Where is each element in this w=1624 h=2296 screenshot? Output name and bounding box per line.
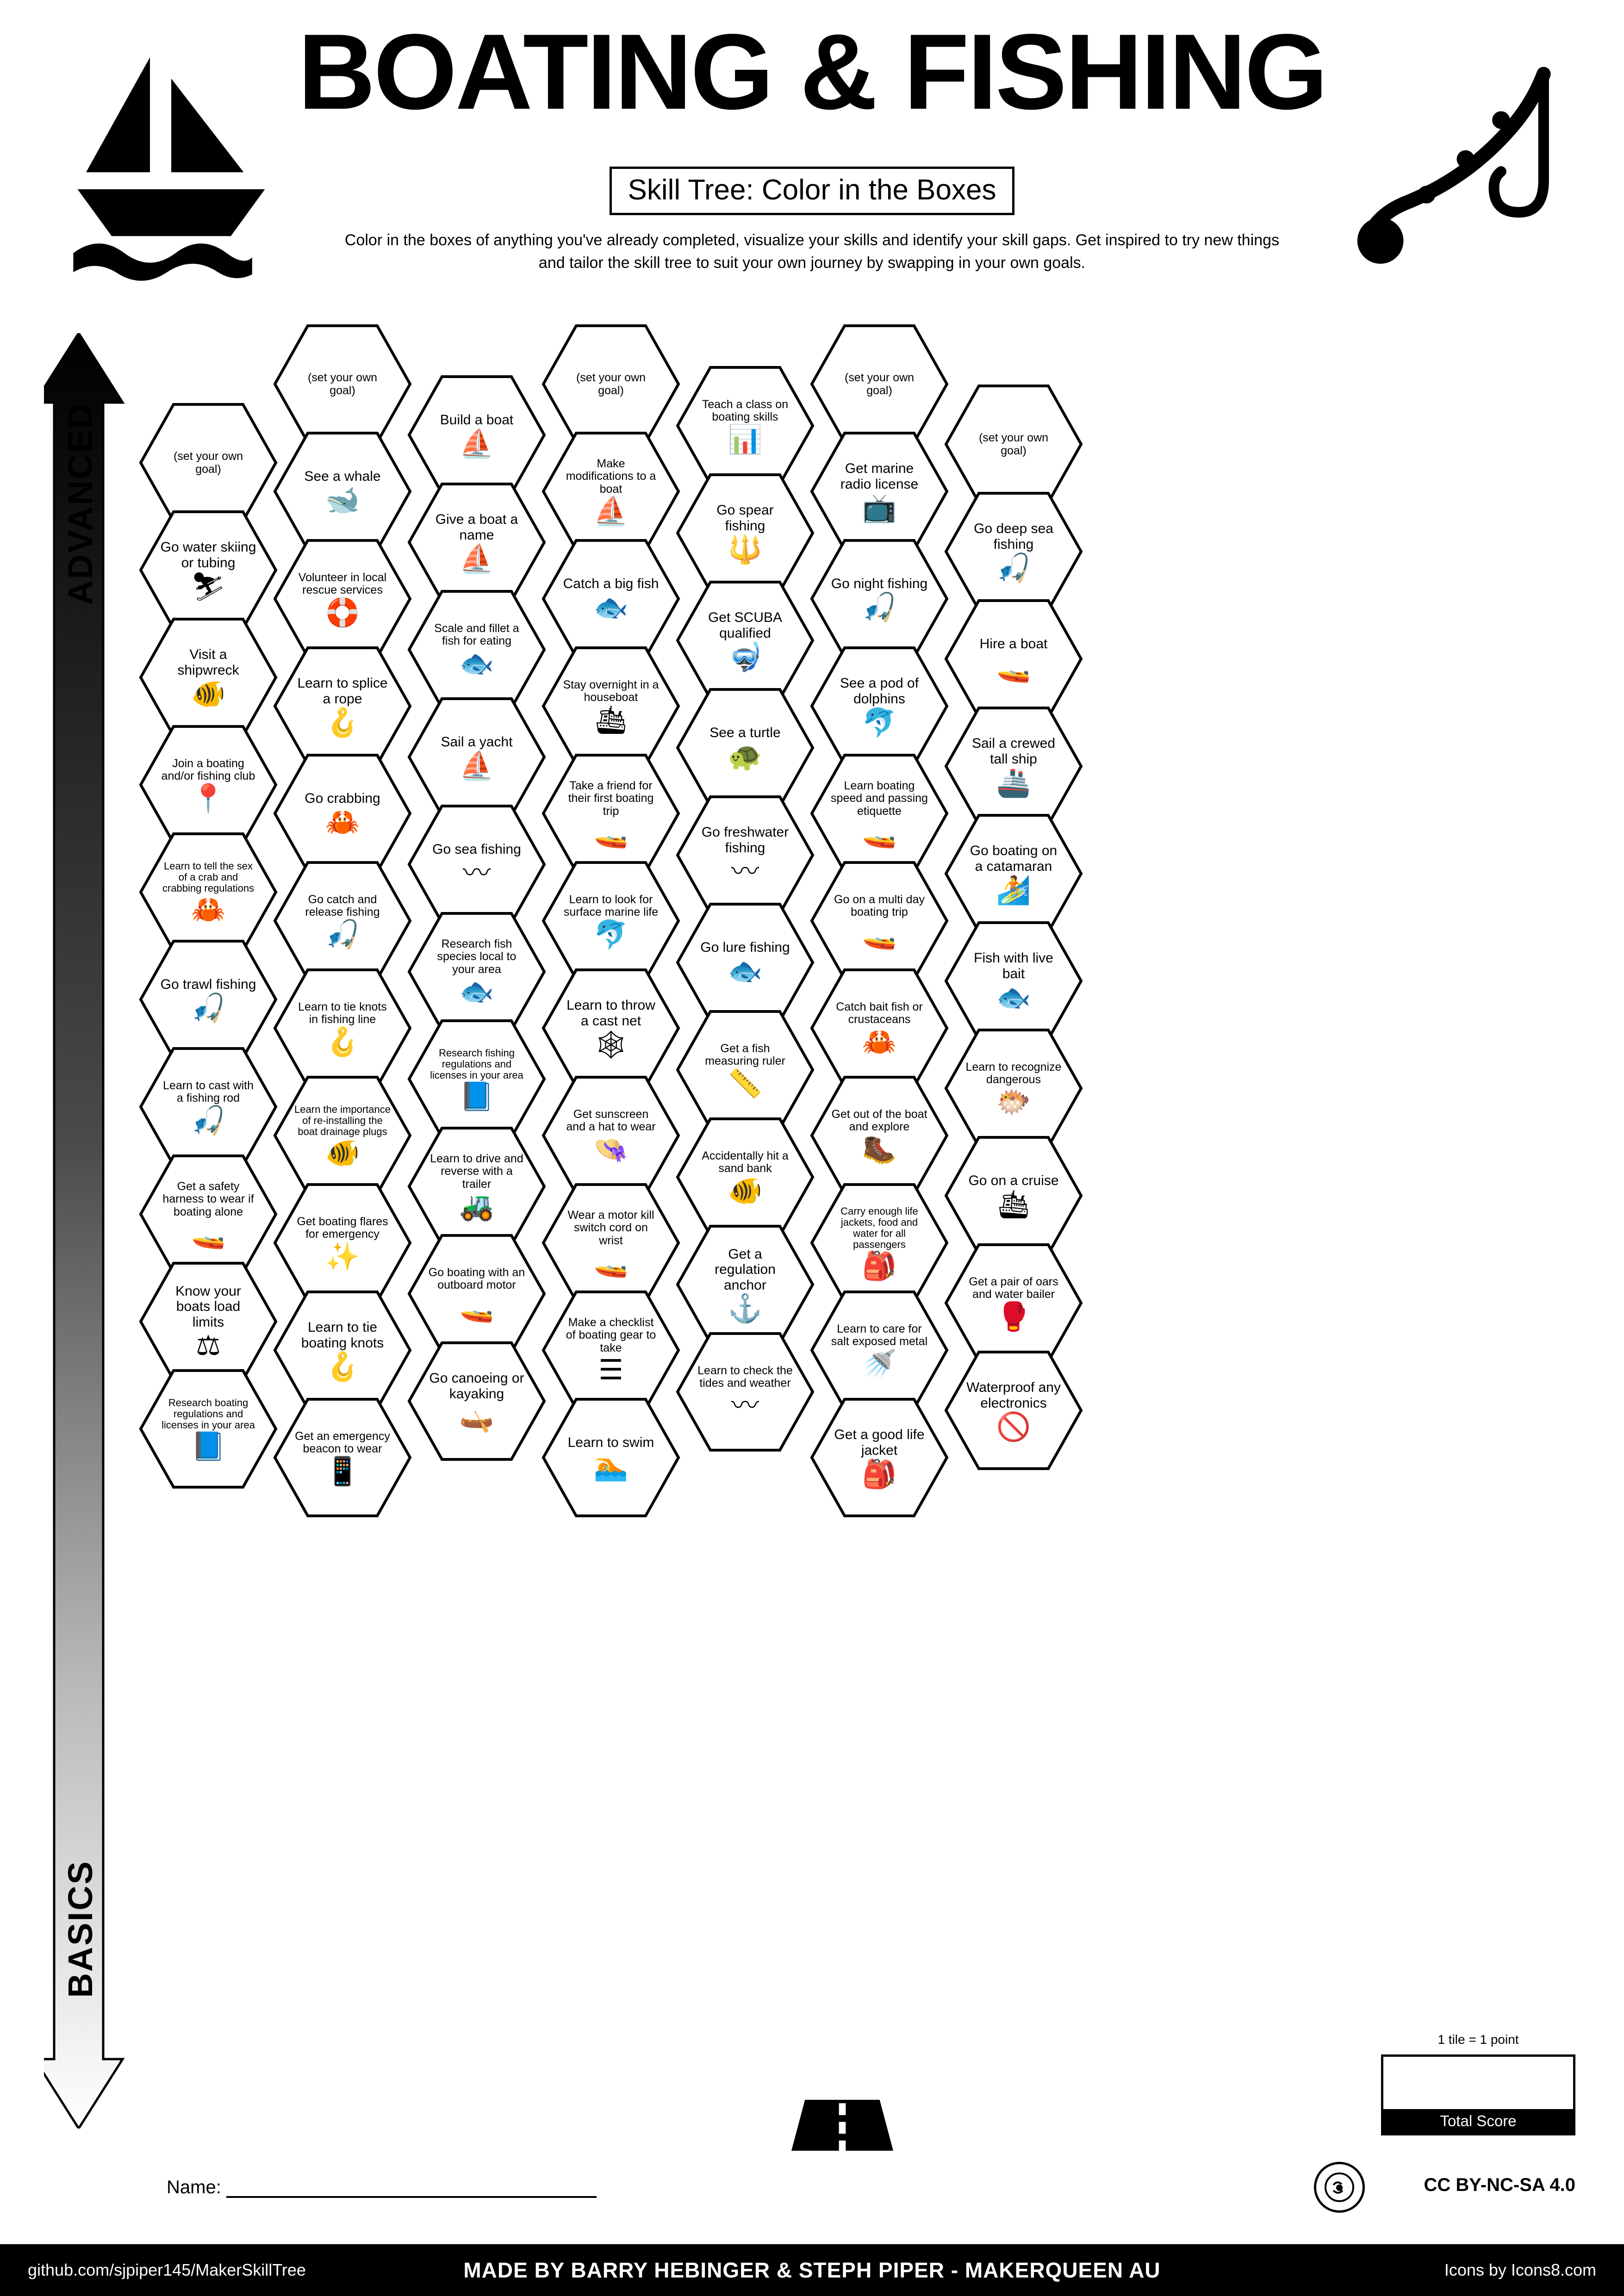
skill-tile-label: Go on a cruise	[968, 1173, 1059, 1189]
skill-tile-label: Get SCUBA qualified	[708, 610, 783, 641]
skill-tile-icon: 🚿	[862, 1348, 897, 1379]
skill-tile[interactable]	[407, 1019, 546, 1139]
skill-tile-icon: 🐡	[996, 1086, 1031, 1117]
skill-tile[interactable]	[273, 1075, 412, 1196]
skill-tile[interactable]	[273, 1397, 412, 1518]
skill-tile-label: (set your own goal)	[307, 371, 378, 397]
skill-tile-label: Go crabbing	[305, 791, 380, 807]
axis-label-advanced: ADVANCED	[61, 403, 100, 605]
skill-tile-label: Go night fishing	[831, 576, 928, 592]
skill-tile-label: Learn to splice a rope	[297, 676, 388, 707]
skill-tile-icon: 〰	[731, 1390, 759, 1421]
skill-tile[interactable]	[139, 510, 278, 630]
skill-tile-icon: ⛵	[459, 428, 494, 459]
skill-tile[interactable]	[676, 580, 815, 701]
skill-tile-icon: 🎒	[862, 1250, 897, 1282]
skill-tile[interactable]	[541, 861, 680, 981]
skill-tile[interactable]	[676, 1117, 815, 1237]
skill-tile-label: Go trawl fishing	[160, 977, 256, 993]
skill-tile-label: Go deep sea fishing	[974, 521, 1053, 552]
skill-tile-icon: 🎣	[191, 1105, 226, 1136]
skill-tile-label: Sail a yacht	[441, 734, 513, 750]
skill-tile[interactable]	[541, 753, 680, 874]
skill-tile[interactable]	[676, 1010, 815, 1130]
skill-tile-icon: 🚤	[593, 1247, 628, 1278]
footer-icons-credit: Icons by Icons8.com	[1444, 2260, 1596, 2279]
skill-tile-label: Fish with live bait	[974, 950, 1053, 981]
skill-tile[interactable]	[944, 384, 1083, 504]
skill-tile-label: Get a fish measuring ruler	[705, 1042, 785, 1067]
skill-tile[interactable]	[676, 902, 815, 1023]
skill-tile-icon: 🛳	[593, 704, 629, 735]
skill-tile-icon: 🕸	[593, 1029, 629, 1060]
skill-tile-label: See a turtle	[709, 725, 781, 741]
skill-tile[interactable]	[944, 813, 1083, 934]
skill-tile-icon: 🐠	[728, 1175, 763, 1206]
skill-tile-icon: 🛶	[459, 1402, 494, 1433]
skill-tile[interactable]	[273, 324, 412, 444]
skill-tile-icon: 🎣	[325, 918, 360, 950]
axis-label-basics: BASICS	[61, 1860, 100, 1998]
skill-tile-icon: 🔱	[728, 534, 763, 565]
skill-tile[interactable]	[139, 617, 278, 738]
skill-tile[interactable]	[273, 646, 412, 766]
skill-tile[interactable]	[407, 1126, 546, 1247]
skill-tile-label: Volunteer in local rescue services	[298, 571, 387, 596]
skill-tile-label: Learn the importance of re-installing the boat drainage plugs	[294, 1103, 391, 1138]
skill-tile-icon: ⛵	[459, 543, 494, 574]
license-text: CC BY-NC-SA 4.0	[1424, 2175, 1575, 2195]
skill-tile[interactable]	[273, 1183, 412, 1303]
skill-tile[interactable]	[676, 1224, 815, 1345]
skill-tile[interactable]	[541, 324, 680, 444]
skill-tile[interactable]	[676, 366, 815, 486]
name-input-line[interactable]	[226, 2178, 597, 2198]
total-score-box[interactable]	[1381, 2054, 1575, 2135]
skill-tile-label: Go sea fishing	[432, 842, 521, 857]
skill-tile-label: Waterproof any electronics	[966, 1380, 1061, 1411]
skill-tile-label: Get boating flares for emergency	[297, 1215, 388, 1241]
skill-tile[interactable]	[407, 804, 546, 925]
skill-tile-label: Make modifications to a boat	[566, 457, 656, 496]
skill-tile[interactable]	[944, 1028, 1083, 1148]
skill-tile-icon: 📘	[191, 1431, 226, 1462]
skill-tile-label: Learn to care for salt exposed metal	[831, 1322, 928, 1348]
skill-tile-label: Know your boats load limits	[175, 1283, 241, 1330]
skill-tile[interactable]	[139, 1154, 278, 1274]
creative-commons-icon	[1314, 2162, 1365, 2213]
page-title: BOATING & FISHING	[298, 12, 1326, 132]
skill-tile-icon: 🐠	[191, 678, 226, 709]
skill-tile-label: Go water skiing or tubing	[160, 540, 256, 571]
skill-tile-icon: 🚤	[996, 652, 1031, 683]
footer-bar	[0, 2244, 1624, 2296]
skill-tile-label: Learn to tie boating knots	[301, 1320, 384, 1351]
skill-tile[interactable]	[541, 646, 680, 766]
footer-credit: MADE BY BARRY HEBINGER & STEPH PIPER - MAKERQUEEN AU	[463, 2258, 1161, 2282]
skill-tile-icon: 🥊	[996, 1301, 1031, 1332]
skill-tile[interactable]	[944, 1350, 1083, 1471]
skill-tile[interactable]	[810, 646, 949, 766]
skill-tile-label: Give a boat a name	[435, 512, 518, 543]
skill-tile-icon: 🐬	[593, 918, 628, 950]
skill-tile-label: Learn to cast with a fishing rod	[163, 1079, 254, 1105]
skill-tile-icon: 〰	[463, 857, 491, 888]
skill-tile[interactable]	[407, 590, 546, 710]
skill-tile-icon: 🐟	[593, 591, 628, 623]
skill-tile-icon: ⛵	[459, 750, 494, 781]
skill-tile-label: Go boating with an outboard motor	[428, 1266, 525, 1291]
page-subtitle: Skill Tree: Color in the Boxes	[610, 167, 1014, 215]
skill-tile-label: Get a pair of oars and water bailer	[969, 1275, 1058, 1301]
skill-tile-label: (set your own goal)	[576, 371, 646, 397]
skill-tile[interactable]	[944, 1136, 1083, 1256]
skill-tile[interactable]	[944, 491, 1083, 612]
skill-tile-icon: 🎣	[996, 552, 1031, 583]
skill-tile-icon: ☰	[598, 1354, 623, 1386]
skill-tile[interactable]	[407, 375, 546, 495]
skill-tile[interactable]	[273, 539, 412, 659]
skill-tile-icon: 🚤	[459, 1291, 494, 1323]
skill-tile-icon: 🚫	[996, 1411, 1031, 1442]
skill-tile-label: Learn to recognize dangerous	[965, 1060, 1062, 1086]
skill-tile-label: Get a good life jacket	[834, 1427, 925, 1458]
skill-tile-icon: 🚤	[593, 818, 628, 849]
skill-tile-icon: 🐋	[325, 484, 360, 515]
skill-tile-icon: 🛳	[996, 1188, 1032, 1220]
skill-tile-label: Get out of the boat and explore	[831, 1107, 927, 1133]
skill-tile-icon: 📊	[728, 423, 763, 455]
skill-tile-label: See a whale	[304, 469, 381, 484]
skill-tile-icon: 🪝	[325, 1351, 360, 1382]
skill-tile-label: Get a safety harness to wear if boating alone	[162, 1179, 254, 1218]
skill-tile[interactable]	[810, 861, 949, 981]
skill-tile[interactable]	[273, 968, 412, 1088]
skill-tile[interactable]	[944, 1243, 1083, 1363]
skill-tile[interactable]	[810, 539, 949, 659]
skill-tile[interactable]	[139, 1261, 278, 1382]
skill-tile-label: Make a checklist of boating gear to take	[566, 1316, 656, 1354]
skill-tile-label: Get marine radio license	[840, 461, 919, 492]
skill-tile-icon: ⛷	[190, 571, 226, 602]
skill-tile-icon: 👒	[593, 1133, 628, 1165]
skill-tile-icon: 📘	[459, 1081, 494, 1112]
skill-tile-icon: ⚖	[196, 1330, 221, 1361]
skill-tile[interactable]	[541, 431, 680, 552]
total-score-label: Total Score	[1383, 2109, 1573, 2133]
skill-tile-label: Sail a crewed tall ship	[971, 736, 1056, 767]
skill-tile[interactable]	[810, 324, 949, 444]
skill-tile-icon: ✨	[325, 1241, 360, 1272]
skill-tile-icon: 🎒	[862, 1458, 897, 1489]
skill-tile-label: Learn to throw a cast net	[566, 998, 655, 1029]
skill-tile-label: Join a boating and/or fishing club	[161, 757, 255, 782]
skill-tile-label: (set your own goal)	[844, 371, 915, 397]
skill-tile-label: Research fish species local to your area	[437, 937, 516, 976]
footer-github[interactable]: github.com/sjpiper145/MakerSkillTree	[28, 2260, 306, 2279]
skill-tile-icon: 🚤	[191, 1218, 226, 1250]
skill-tile[interactable]	[541, 539, 680, 659]
skill-tile[interactable]	[810, 1075, 949, 1196]
skill-tile[interactable]	[273, 861, 412, 981]
skill-tile-label: Accidentally hit a sand bank	[702, 1149, 789, 1175]
skill-tile-label: Stay overnight in a houseboat	[563, 678, 659, 704]
skill-tile[interactable]	[810, 1290, 949, 1410]
skill-tile-icon: 🛟	[325, 596, 360, 628]
skill-tile-label: Get a regulation anchor	[715, 1246, 776, 1293]
skill-tile-label: Learn to swim	[567, 1435, 654, 1451]
skill-tile[interactable]	[944, 706, 1083, 826]
skill-tile[interactable]	[810, 431, 949, 552]
skill-tile-icon: 🐠	[325, 1137, 360, 1169]
skill-tile-label: Scale and fillet a fish for eating	[434, 621, 519, 647]
skill-tile-label: See a pod of dolphins	[840, 676, 919, 707]
skill-tile-label: Go freshwater fishing	[701, 825, 789, 856]
skill-tile-icon: 🎣	[191, 992, 226, 1024]
skill-tile-label: Catch bait fish or crustaceans	[836, 1000, 923, 1026]
name-label: Name:	[167, 2177, 221, 2197]
skill-tile-label: Research fishing regulations and licenses in your area	[430, 1047, 523, 1081]
skill-tile-label: Build a boat	[440, 412, 514, 428]
skill-tile-label: Learn to tell the sex of a crab and crabbing regulations	[162, 860, 255, 894]
skill-tile-label: Go catch and release fishing	[305, 893, 380, 918]
skill-tile-label: Research boating regulations and licenses in your area	[162, 1396, 255, 1431]
skill-tile-label: Get sunscreen and a hat to wear	[566, 1107, 656, 1133]
skill-tile-label: (set your own goal)	[173, 450, 243, 476]
skill-tile-label: Learn to drive and reverse with a trailer	[430, 1152, 523, 1191]
skill-tile-label: Take a friend for their first boating trip	[568, 779, 654, 818]
skill-tile-label: Visit a shipwreck	[177, 647, 239, 678]
skill-tile[interactable]	[407, 697, 546, 817]
skill-tile-label: Learn to tie knots in fishing line	[298, 1000, 387, 1026]
skill-tile-icon: ⛵	[593, 496, 628, 527]
skill-tile-label: Learn to check the tides and weather	[697, 1364, 793, 1390]
skill-tile-label: Go lure fishing	[700, 940, 790, 956]
skill-tile-icon: 〰	[731, 856, 759, 887]
skill-tile-label: Catch a big fish	[563, 576, 659, 592]
skill-tile[interactable]	[407, 1341, 546, 1461]
skill-tile-icon: 📺	[862, 492, 897, 523]
skill-tile-icon: 📱	[325, 1455, 360, 1487]
road-icon	[787, 2100, 898, 2151]
skill-tile[interactable]	[676, 795, 815, 915]
skill-tile[interactable]	[810, 1397, 949, 1518]
skill-tile-icon: 🦀	[862, 1026, 897, 1057]
skill-tile-label: (set your own goal)	[978, 431, 1049, 457]
skill-tile[interactable]	[407, 912, 546, 1032]
skill-tile-icon: 🎣	[862, 591, 897, 623]
skill-tile-icon: 🐟	[996, 981, 1031, 1013]
skill-tile-icon: 🏊	[593, 1450, 628, 1482]
skill-tile-icon: 🐟	[728, 955, 763, 987]
skill-tile[interactable]	[139, 403, 278, 523]
skill-tile-icon: 🐟	[459, 976, 494, 1007]
skill-tile[interactable]	[407, 1234, 546, 1354]
skill-tile-label: Go on a multi day boating trip	[834, 893, 925, 918]
skill-tile[interactable]	[676, 473, 815, 593]
skill-tile[interactable]	[407, 482, 546, 602]
skill-tile-icon: 🐢	[728, 740, 763, 772]
skill-tile-icon: 🥾	[862, 1133, 897, 1165]
skill-tile[interactable]	[139, 939, 278, 1060]
name-field[interactable]	[167, 2177, 597, 2198]
skill-tile-icon: 🦀	[191, 894, 226, 925]
skill-tile[interactable]	[541, 1075, 680, 1196]
skill-tile-icon: 🚤	[862, 918, 897, 950]
skill-tile[interactable]	[944, 599, 1083, 719]
skill-tile[interactable]	[541, 968, 680, 1088]
skill-tile[interactable]	[944, 921, 1083, 1041]
skill-tile[interactable]	[676, 688, 815, 808]
skill-tile[interactable]	[273, 431, 412, 552]
skill-tile-label: Learn to look for surface marine life	[563, 893, 659, 918]
skill-tile[interactable]	[139, 725, 278, 845]
skill-tile-icon: 🪝	[325, 707, 360, 738]
skill-tile-icon: 🏄	[996, 874, 1031, 906]
skill-tile-label: Go boating on a catamaran	[970, 843, 1058, 874]
tile-score-note: 1 tile = 1 point	[1437, 2032, 1519, 2047]
skill-tile-label: Hire a boat	[979, 636, 1048, 652]
skill-tile-icon: 🚜	[459, 1191, 494, 1222]
skill-tile-icon: 🪝	[325, 1026, 360, 1057]
skill-tile[interactable]	[810, 753, 949, 874]
skill-tile-label: Wear a motor kill switch cord on wrist	[567, 1208, 654, 1247]
skill-tile-label: Go spear fishing	[716, 503, 774, 534]
skill-tile[interactable]	[810, 968, 949, 1088]
skill-tile[interactable]	[541, 1183, 680, 1303]
skill-tile[interactable]	[139, 1369, 278, 1489]
skill-tile[interactable]	[676, 1332, 815, 1452]
skill-tile[interactable]	[139, 832, 278, 952]
skill-tile[interactable]	[810, 1183, 949, 1303]
skill-tile-icon: 📏	[728, 1067, 763, 1099]
skill-tile-icon: 📍	[191, 782, 226, 814]
skill-tile-icon: ⚓	[728, 1293, 763, 1324]
skill-tile-icon: 🐬	[862, 707, 897, 738]
skill-tile[interactable]	[541, 1290, 680, 1410]
skill-tile-label: Get an emergency beacon to wear	[295, 1429, 390, 1455]
skill-tile[interactable]	[273, 753, 412, 874]
skill-tile[interactable]	[541, 1397, 680, 1518]
skill-tile-label: Go canoeing or kayaking	[429, 1371, 524, 1402]
skill-tile-label: Carry enough life jackets, food and water for all passengers	[840, 1205, 918, 1251]
skill-tile[interactable]	[139, 1047, 278, 1167]
skill-tile-label: Learn boating speed and passing etiquette	[831, 779, 928, 818]
skill-tile-icon: 🐟	[459, 647, 494, 679]
page-description: Color in the boxes of anything you've already completed, visualize your skills and identify your skill gaps. Get inspired to try new things and tailor the skill tree to suit your own journey by swapping in your own goals.	[344, 231, 1280, 272]
skill-tile-icon: 🚤	[862, 818, 897, 849]
skill-tile-icon: 🚢	[996, 767, 1031, 798]
skill-tile-icon: 🤿	[728, 641, 763, 672]
skill-tile-icon: 🦀	[325, 806, 360, 838]
skill-tile[interactable]	[273, 1290, 412, 1410]
skill-tile-label: Teach a class on boating skills	[702, 397, 789, 423]
